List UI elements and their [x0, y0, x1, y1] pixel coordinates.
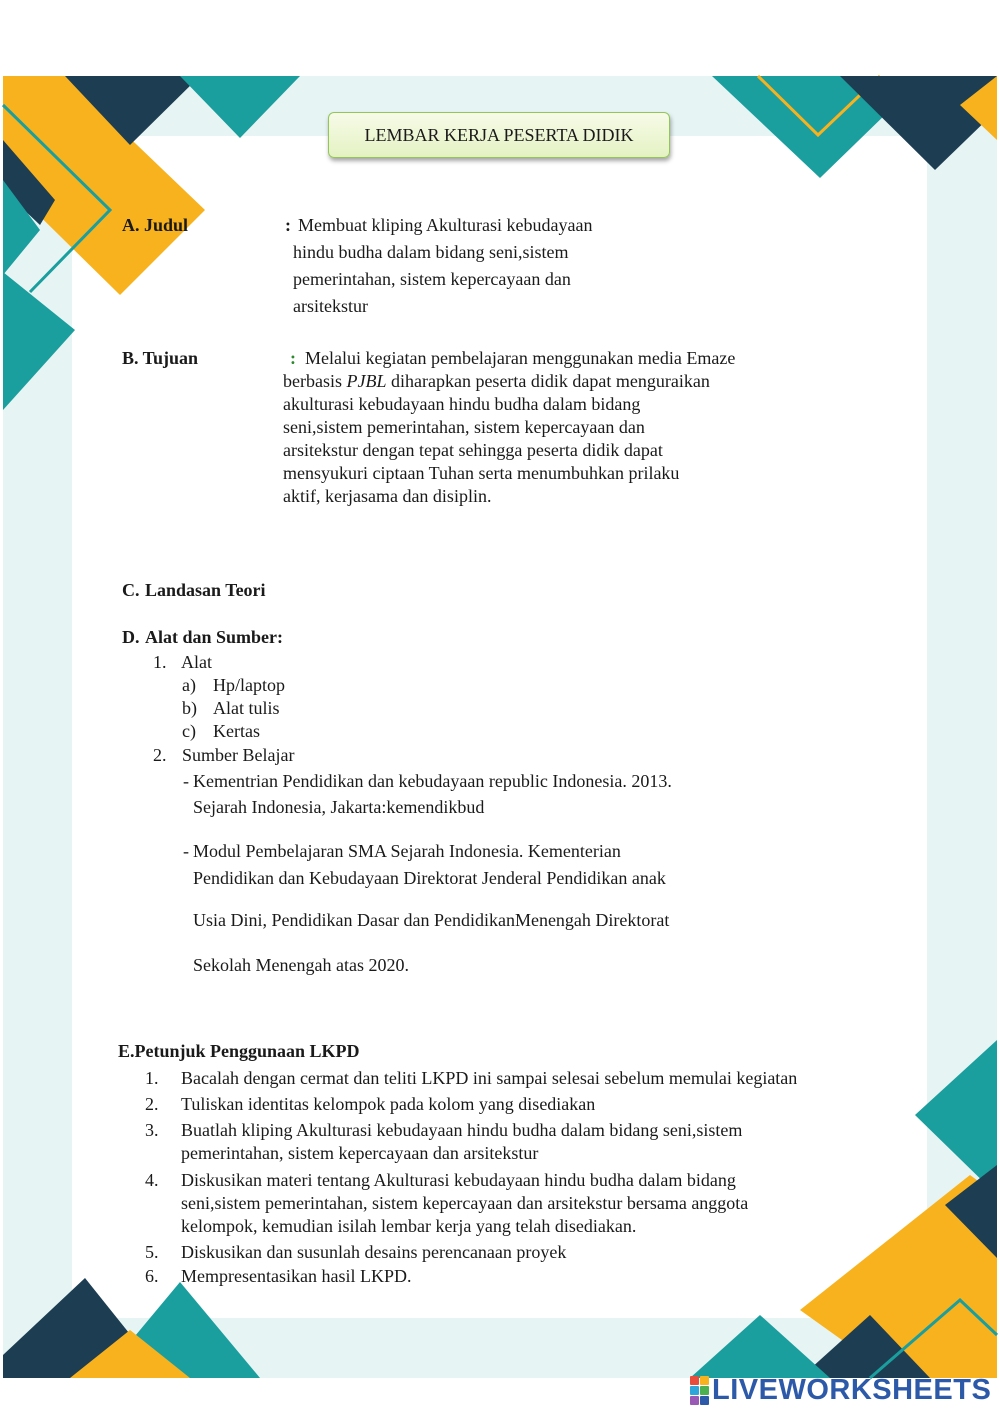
- ref-line: Kementrian Pendidikan dan kebudayaan republic Indonesia. 2013.: [193, 771, 672, 791]
- alat-sumber-title: Alat dan Sumber:: [145, 627, 284, 647]
- petunjuk-line: seni,sistem pemerintahan, sistem kepercayaan dan arsitekstur bersama anggota: [181, 1193, 749, 1213]
- ref-dash: -: [183, 771, 189, 791]
- petunjuk-line: Diskusikan materi tentang Akulturasi kebudayaan hindu budha dalam bidang: [181, 1170, 736, 1190]
- alat-item: Kertas: [213, 721, 260, 741]
- judul-colon: :: [285, 215, 291, 235]
- petunjuk-line: Mempresentasikan hasil LKPD.: [181, 1266, 412, 1286]
- judul-text-line: Membuat kliping Akulturasi kebudayaan: [298, 215, 593, 235]
- tujuan-text-line: arsitekstur dengan tepat sehingga peserta didik dapat: [283, 440, 663, 460]
- petunjuk-line: Diskusikan dan susunlah desains perencanaan proyek: [181, 1242, 567, 1262]
- petunjuk-line: Tuliskan identitas kelompok pada kolom yang disediakan: [181, 1094, 596, 1114]
- tujuan-text-line: seni,sistem pemerintahan, sistem kepercayaan dan: [283, 417, 645, 437]
- tujuan-text-line: aktif, kerjasama dan disiplin.: [283, 486, 492, 506]
- tujuan-text-line: mensyukuri ciptaan Tuhan serta menumbuhkan prilaku: [283, 463, 680, 483]
- petunjuk-line: kelompok, kemudian isilah lembar kerja yang telah disediakan.: [181, 1216, 637, 1236]
- petunjuk-number: 5.: [145, 1242, 159, 1262]
- judul-label: A. Judul: [122, 215, 189, 235]
- petunjuk-line: Bacalah dengan cermat dan teliti LKPD ini sampai selesai sebelum memulai kegiatan: [181, 1068, 798, 1088]
- alat-title: Alat: [181, 652, 212, 672]
- petunjuk-number: 1.: [145, 1068, 159, 1088]
- ref-dash: -: [183, 841, 189, 861]
- ref-line: Usia Dini, Pendidikan Dasar dan PendidikanMenengah Direktorat: [193, 910, 670, 930]
- alat-item-marker: c): [182, 721, 196, 741]
- tujuan-text-part: berbasis: [283, 371, 347, 391]
- ref-line: Modul Pembelajaran SMA Sejarah Indonesia. Kementerian: [193, 841, 621, 861]
- ref-line: Sekolah Menengah atas 2020.: [193, 955, 409, 975]
- alat-item: Alat tulis: [213, 698, 280, 718]
- sumber-title: Sumber Belajar: [182, 745, 295, 765]
- alat-sumber-label: D.: [122, 627, 140, 647]
- judul-text-line: arsitekstur: [293, 296, 368, 316]
- worksheet-title: LEMBAR KERJA PESERTA DIDIK: [328, 112, 670, 158]
- petunjuk-number: 4.: [145, 1170, 159, 1190]
- alat-item: Hp/laptop: [213, 675, 285, 695]
- sumber-number: 2.: [153, 745, 167, 765]
- landasan-title: Landasan Teori: [145, 580, 266, 600]
- alat-number: 1.: [153, 652, 167, 672]
- alat-item-marker: a): [182, 675, 196, 695]
- liveworksheets-logo-icon: [690, 1376, 708, 1404]
- ref-line: Sejarah Indonesia, Jakarta:kemendikbud: [193, 797, 485, 817]
- petunjuk-line: pemerintahan, sistem kepercayaan dan arsitekstur: [181, 1143, 539, 1163]
- tujuan-text-line: [283, 370, 710, 393]
- tujuan-text-line: akulturasi kebudayaan hindu budha dalam bidang: [283, 394, 641, 414]
- landasan-label: C.: [122, 580, 140, 600]
- tujuan-text-part: diharapkan peserta didik dapat menguraikan: [386, 371, 710, 391]
- petunjuk-number: 6.: [145, 1266, 159, 1286]
- tujuan-colon: :: [290, 348, 296, 368]
- pjbl-italic: PJBL: [346, 371, 387, 391]
- judul-text-line: pemerintahan, sistem kepercayaan dan: [293, 269, 571, 289]
- petunjuk-number: 2.: [145, 1094, 159, 1114]
- tujuan-label: B. Tujuan: [122, 348, 199, 368]
- petunjuk-title: E.Petunjuk Penggunaan LKPD: [118, 1041, 360, 1061]
- liveworksheets-wordmark: LIVEWORKSHEETS: [712, 1373, 992, 1406]
- petunjuk-number: 3.: [145, 1120, 159, 1140]
- liveworksheets-brand[interactable]: [690, 1373, 991, 1407]
- judul-text-line: hindu budha dalam bidang seni,sistem: [293, 242, 569, 262]
- ref-line: Pendidikan dan Kebudayaan Direktorat Jenderal Pendidikan anak: [193, 868, 666, 888]
- petunjuk-line: Buatlah kliping Akulturasi kebudayaan hindu budha dalam bidang seni,sistem: [181, 1120, 743, 1140]
- tujuan-text-line: Melalui kegiatan pembelajaran menggunakan media Emaze: [305, 348, 736, 368]
- alat-item-marker: b): [182, 698, 197, 718]
